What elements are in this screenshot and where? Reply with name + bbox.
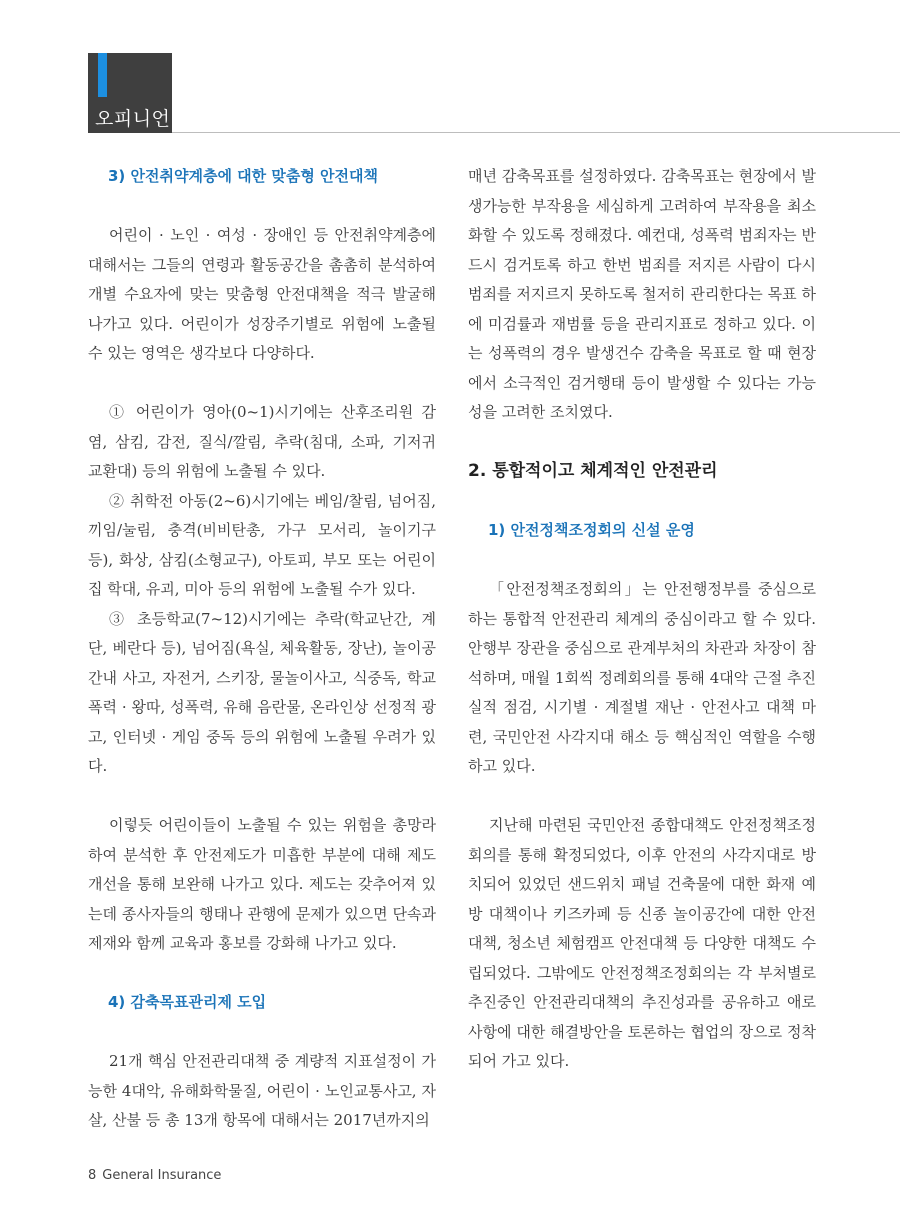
- list-item: ② 취학전 아동(2~6)시기에는 베임/찰림, 넘어짐, 끼임/눌림, 충격(비비탄총, 가구 모서리, 놀이기구 등), 화상, 삼킴(소형교구), 아토피, 부모 또는 어린이집 학대, 유괴, 미아 등의 위험에 노출될 수가 있다.: [88, 491, 436, 598]
- list-item: ① 어린이가 영아(0~1)시기에는 산후조리원 감염, 삼킴, 감전, 질식/깔림, 추락(침대, 소파, 기저귀 교환대) 등의 위험에 노출될 수 있다.: [88, 403, 436, 480]
- subheading-4: 4) 감축목표관리제 도입: [108, 993, 267, 1011]
- paragraph: 「안전정책조정회의」는 안전행정부를 중심으로 하는 통합적 안전관리 체계의 중심이라고 할 수 있다. 안행부 장관을 중심으로 관계부처의 차관과 차장이 참석하며, 매월 1회씩 정례회의를 통해 4대악 근절 추진 실적 점검, 시기별 · 계절별 재난 · 안전사고 대책 마련, 국민안전 사각지대 해소 등 핵심적인 역할을 수행하고 있다.: [468, 580, 816, 775]
- subheading-1: 1) 안전정책조정회의 신설 운영: [488, 521, 695, 539]
- section-tab: [88, 53, 172, 133]
- section-tab-label: 오피니언: [95, 108, 171, 130]
- right-column: [468, 162, 816, 1077]
- paragraph: 매년 감축목표를 설정하였다. 감축목표는 현장에서 발생가능한 부작용을 세심하게 고려하여 부작용을 최소화할 수 있도록 정해졌다. 예컨대, 성폭력 범죄자는 반드시 검거토록 하고 한번 범죄를 저지른 사람이 다시 범죄를 저지르지 못하도록 철저히 관리한다는 목표 하에 미검률과 재범률 등을 관리지표로 정하고 있다. 이는 성폭력의 경우 발생건수 감축을 목표로 할 때 현장에서 소극적인 검거행태 등이 발생할 수 있다는 가능성을 고려한 조치였다.: [468, 167, 816, 421]
- subheading-3: 3) 안전취약계층에 대한 맞춤형 안전대책: [108, 167, 379, 185]
- paragraph: 어린이 · 노인 · 여성 · 장애인 등 안전취약계층에 대해서는 그들의 연령과 활동공간을 촘촘히 분석하여 개별 수요자에 맞는 맞춤형 안전대책을 적극 발굴해 나가고 있다. 어린이가 성장주기별로 위험에 노출될 수 있는 영역은 생각보다 다양하다.: [88, 226, 436, 362]
- paragraph: 21개 핵심 안전관리대책 중 계량적 지표설정이 가능한 4대악, 유해화학물질, 어린이 · 노인교통사고, 자살, 산불 등 총 13개 항목에 대해서는 2017년까지의: [88, 1052, 436, 1129]
- publication-title: General Insurance: [102, 1168, 222, 1183]
- page-number: 8: [88, 1168, 97, 1183]
- section-heading: 2. 통합적이고 체계적인 안전관리: [468, 461, 718, 481]
- paragraph: 지난해 마련된 국민안전 종합대책도 안전정책조정회의를 통해 확정되었다, 이후 안전의 사각지대로 방치되어 있었던 샌드위치 패널 건축물에 대한 화재 예방 대책이나 키즈카페 등 신종 놀이공간에 대한 안전대책, 청소년 체험캠프 안전대책 등 다양한 대책도 수립되었다. 그밖에도 안전정책조정회의는 각 부처별로 추진중인 안전관리대책의 추진성과를 공유하고 애로사항에 대한 해결방안을 토론하는 협업의 장으로 정착되어 가고 있다.: [468, 816, 816, 1070]
- left-column: [88, 162, 436, 1136]
- paragraph: 이렇듯 어린이들이 노출될 수 있는 위험을 총망라하여 분석한 후 안전제도가 미흡한 부분에 대해 제도 개선을 통해 보완해 나가고 있다. 제도는 갖추어져 있는데 종사자들의 행태나 관행에 문제가 있으면 단속과 제재와 함께 교육과 홍보를 강화해 나가고 있다.: [88, 816, 436, 952]
- list-item: ③ 초등학교(7~12)시기에는 추락(학교난간, 계단, 베란다 등), 넘어짐(욕실, 체육활동, 장난), 놀이공간내 사고, 자전거, 스키장, 물놀이사고, 식중독, 학교폭력 · 왕따, 성폭력, 유해 음란물, 온라인상 선정적 광고, 인터넷 · 게임 중독 등의 위험에 노출될 우려가 있다.: [88, 609, 436, 775]
- accent-bar: [98, 53, 107, 97]
- header-rule: [172, 132, 900, 133]
- page-footer: [88, 1168, 221, 1183]
